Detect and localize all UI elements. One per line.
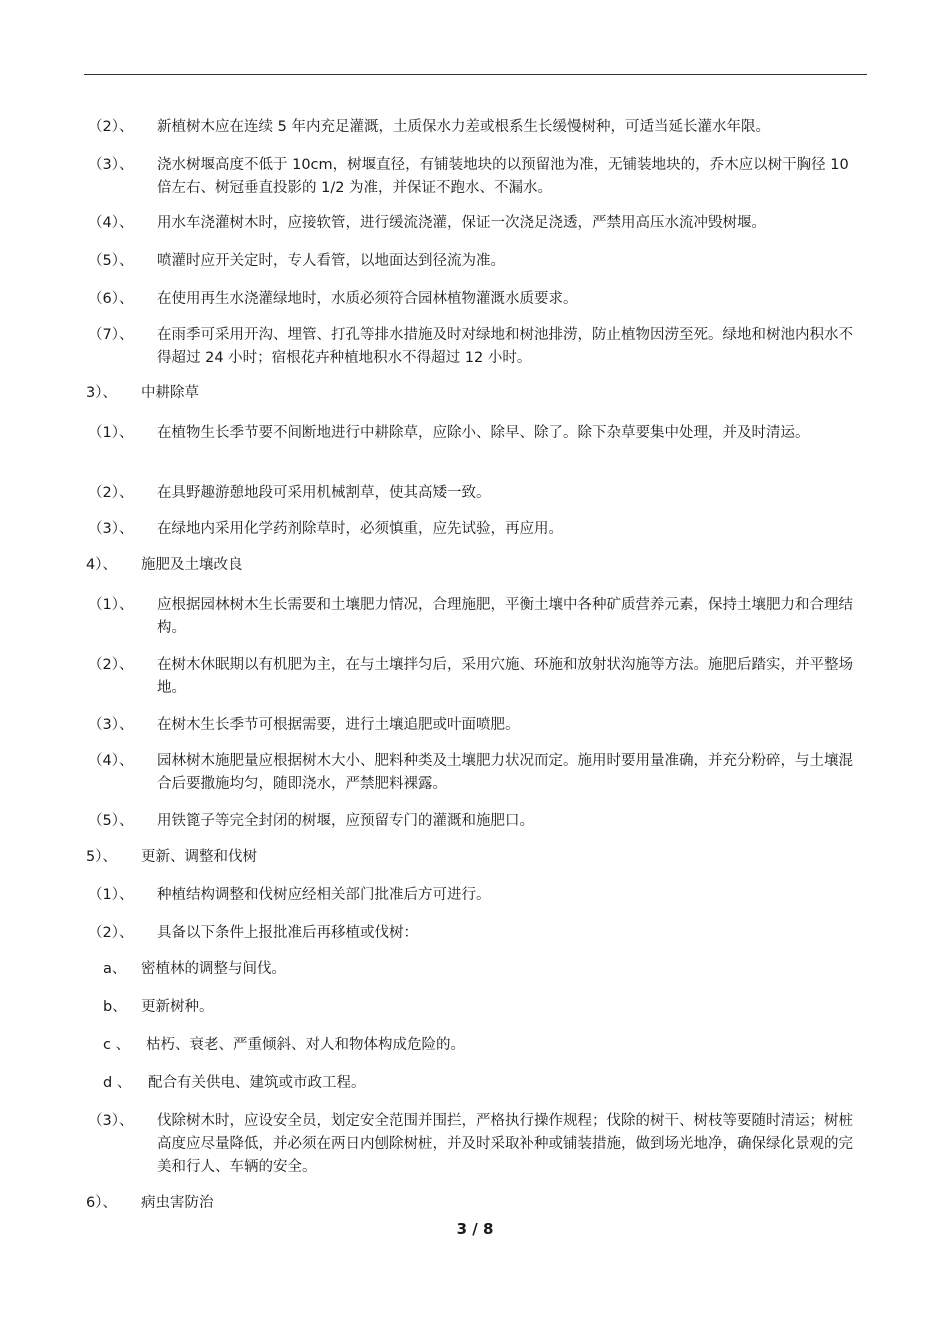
- item-text: 中耕除草: [141, 385, 199, 401]
- item-text: 更新树种。: [141, 999, 214, 1015]
- list-item: [88, 116, 867, 139]
- item-text: 在树木休眠期以有机肥为主，在与土壤拌匀后，采用穴施、环施和放射状沟施等方法。施肥后踏实，并平整场地。: [157, 657, 853, 696]
- item-label: （6）、: [88, 291, 134, 307]
- item-label: （2）、: [88, 925, 134, 941]
- item-text: 在使用再生水浇灌绿地时，水质必须符合园林植物灌溉水质要求。: [157, 291, 578, 307]
- item-label: a、: [103, 961, 127, 977]
- section-heading: [86, 554, 867, 577]
- list-item: [88, 154, 867, 200]
- list-item: [88, 250, 867, 273]
- item-label: 6）、: [86, 1195, 117, 1211]
- list-item: [88, 714, 867, 737]
- item-label: （5）、: [88, 253, 134, 269]
- item-text: 施肥及土壤改良: [141, 557, 243, 573]
- list-item: [88, 922, 867, 945]
- item-text: 枯朽、衰老、严重倾斜、对人和物体构成危险的。: [146, 1037, 465, 1053]
- item-text: 新植树木应在连续 5 年内充足灌溉，土质保水力差或根系生长缓慢树种，可适当延长灌水年限。: [157, 119, 770, 135]
- item-label: d 、: [103, 1075, 132, 1091]
- item-text: 用铁篦子等完全封闭的树堰，应预留专门的灌溉和施肥口。: [157, 813, 534, 829]
- item-label: （1）、: [88, 425, 134, 441]
- sub-list-item: [103, 1072, 867, 1095]
- item-label: 4）、: [86, 557, 117, 573]
- list-item: [88, 594, 867, 640]
- section-heading: [86, 846, 867, 869]
- sub-list-item: [103, 1034, 867, 1057]
- item-text: 园林树木施肥量应根据树木大小、肥料种类及土壤肥力状况而定。施用时要用量准确，并充分粉碎，与土壤混合后要撒施均匀，随即浇水，严禁肥料裸露。: [157, 753, 853, 792]
- item-text: 在雨季可采用开沟、埋管、打孔等排水措施及时对绿地和树池排涝，防止植物因涝至死。绿地和树池内积水不得超过 24 小时；宿根花卉种植地积水不得超过 12 小时。: [157, 327, 853, 366]
- item-text: 浇水树堰高度不低于 10cm，树堰直径，有铺装地块的以预留池为准，无铺装地块的，乔木应以树干胸径 10 倍左右、树冠垂直投影的 1/2 为准，并保证不跑水、不漏水。: [157, 157, 849, 196]
- item-text: 应根据园林树木生长需要和土壤肥力情况，合理施肥，平衡土壤中各种矿质营养元素，保持土壤肥力和合理结构。: [157, 597, 853, 636]
- item-text: 在植物生长季节要不间断地进行中耕除草，应除小、除早、除了。除下杂草要集中处理，并及时清运。: [157, 425, 810, 441]
- item-text: 配合有关供电、建筑或市政工程。: [148, 1075, 366, 1091]
- item-text: 更新、调整和伐树: [141, 849, 257, 865]
- list-item: [88, 654, 867, 700]
- list-item: [88, 1110, 867, 1179]
- item-label: （2）、: [88, 119, 134, 135]
- item-text: 在树木生长季节可根据需要，进行土壤追肥或叶面喷肥。: [157, 717, 520, 733]
- list-item: [88, 422, 867, 445]
- item-text: 具备以下条件上报批准后再移植或伐树：: [157, 925, 418, 941]
- item-label: （4）、: [88, 215, 134, 231]
- item-text: 在绿地内采用化学药剂除草时，必须慎重，应先试验，再应用。: [157, 521, 563, 537]
- item-label: （4）、: [88, 753, 134, 769]
- item-text: 用水车浇灌树木时，应接软管，进行缓流浇灌，保证一次浇足浇透，严禁用高压水流冲毁树堰。: [157, 215, 766, 231]
- item-label: c 、: [103, 1037, 131, 1053]
- list-item: [88, 750, 867, 796]
- list-item: [88, 324, 867, 370]
- item-label: （3）、: [88, 157, 134, 173]
- item-label: （1）、: [88, 597, 134, 613]
- sub-list-item: [103, 958, 867, 981]
- item-text: 密植林的调整与间伐。: [141, 961, 286, 977]
- item-label: （3）、: [88, 717, 134, 733]
- item-text: 种植结构调整和伐树应经相关部门批准后方可进行。: [157, 887, 491, 903]
- item-label: b、: [103, 999, 127, 1015]
- item-label: （3）、: [88, 521, 134, 537]
- item-label: 5）、: [86, 849, 117, 865]
- list-item: [88, 884, 867, 907]
- item-text: 喷灌时应开关定时，专人看管，以地面达到径流为准。: [157, 253, 505, 269]
- item-text: 在具野趣游憩地段可采用机械割草，使其高矮一致。: [157, 485, 491, 501]
- item-label: （7）、: [88, 327, 134, 343]
- item-text: 伐除树木时，应设安全员，划定安全范围并围拦，严格执行操作规程；伐除的树干、树枝等要随时清运；树桩高度应尽量降低，并必须在两日内刨除树桩，并及时采取补种或铺装措施，做到场光地净，确保绿化景观的完美和行人、车辆的安全。: [157, 1113, 853, 1175]
- item-label: 3）、: [86, 385, 117, 401]
- section-heading: [86, 382, 867, 405]
- list-item: [88, 482, 867, 505]
- header-rule: [84, 74, 867, 75]
- item-label: （1）、: [88, 887, 134, 903]
- list-item: [88, 518, 867, 541]
- page-number: 3 / 8: [456, 1220, 494, 1238]
- section-heading: [86, 1192, 867, 1215]
- item-label: （3）、: [88, 1113, 134, 1129]
- list-item: [88, 212, 867, 235]
- list-item: [88, 810, 867, 833]
- item-label: （2）、: [88, 657, 134, 673]
- item-text: 病虫害防治: [141, 1195, 214, 1211]
- list-item: [88, 288, 867, 311]
- item-label: （2）、: [88, 485, 134, 501]
- item-label: （5）、: [88, 813, 134, 829]
- sub-list-item: [103, 996, 867, 1019]
